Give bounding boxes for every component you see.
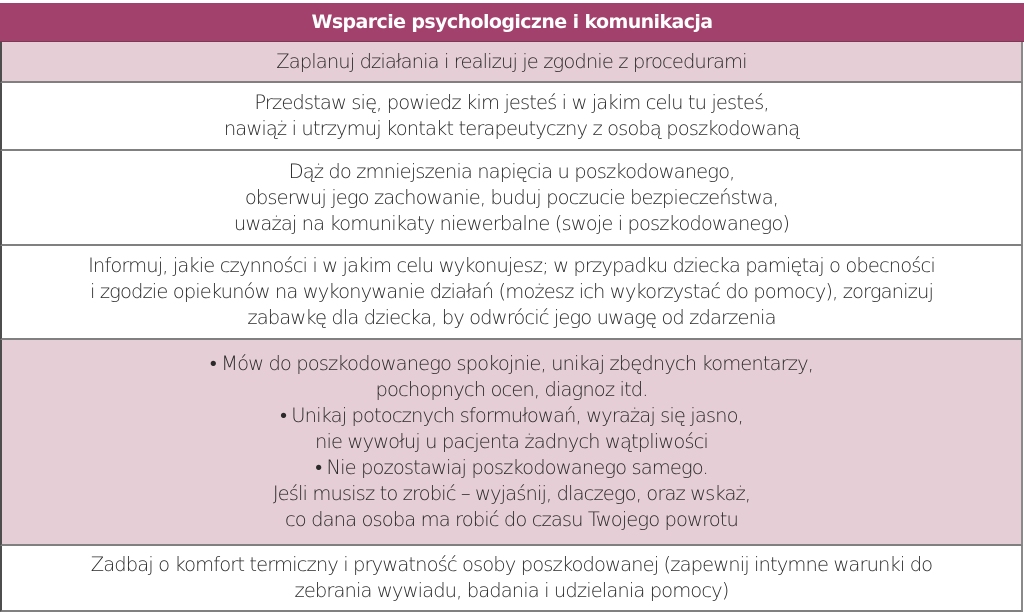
row-text-line: nie wywołuj u pacjenta żadnych wątpliwości: [315, 430, 708, 453]
table-row-reduce-tension: [0, 151, 1023, 246]
bullet-line: • Mów do poszkodowanego spokojnie, unikaj zbędnych komentarzy,: [209, 352, 814, 375]
row-text-line: Zaplanuj działania i realizuj je zgodnie z procedurami: [276, 49, 747, 73]
row-text-line: zebrania wywiadu, badania i udzielania pomocy): [294, 579, 729, 602]
row-text-line: zabawkę dla dziecka, by odwrócić jego uwagę od zdarzenia: [247, 306, 776, 329]
row-text-line: uważaj na komunikaty niewerbalne (swoje i poszkodowanego): [233, 211, 790, 235]
table-row-introduce: [0, 83, 1023, 151]
bullet-line: • Unikaj potocznych sformułowań, wyrażaj się jasno,: [280, 404, 743, 427]
row-text-line: Zadbaj o komfort termiczny i prywatność osoby poszkodowanej (zapewnij intymne warunki do: [90, 553, 933, 576]
table-row-plan: [0, 42, 1023, 83]
bullet-line: • Nie pozostawiaj poszkodowanego samego.: [315, 456, 708, 479]
table-row-comfort-privacy: [0, 546, 1023, 612]
row-text-line: Przedstaw się, powiedz kim jesteś i w jakim celu tu jesteś,: [254, 91, 769, 114]
row-text-line: Jeśli musisz to zrobić – wyjaśnij, dlaczego, oraz wskaż,: [272, 482, 751, 505]
row-text-line: Dąż do zmniejszenia napięcia u poszkodowanego,: [288, 159, 735, 183]
table-row-communication-rules: [0, 340, 1023, 546]
row-text-line: Informuj, jakie czynności i w jakim celu wykonujesz; w przypadku dziecka pamiętaj o obecności: [88, 254, 935, 277]
table-header: Wsparcie psychologiczne i komunikacja: [0, 3, 1024, 42]
row-text-line: i zgodzie opiekunów na wykonywanie działań (możesz ich wykorzystać do pomocy), zorganizuj: [90, 280, 933, 303]
table-row-inform: [0, 246, 1023, 340]
row-text-line: pochopnych ocen, diagnoz itd.: [375, 378, 648, 401]
row-text-line: obserwuj jego zachowanie, buduj poczucie bezpieczeństwa,: [244, 185, 779, 209]
row-text-line: co dana osoba ma robić do czasu Twojego powrotu: [284, 508, 739, 531]
row-text-line: nawiąż i utrzymuj kontakt terapeutyczny z osobą poszkodowaną: [223, 117, 800, 140]
